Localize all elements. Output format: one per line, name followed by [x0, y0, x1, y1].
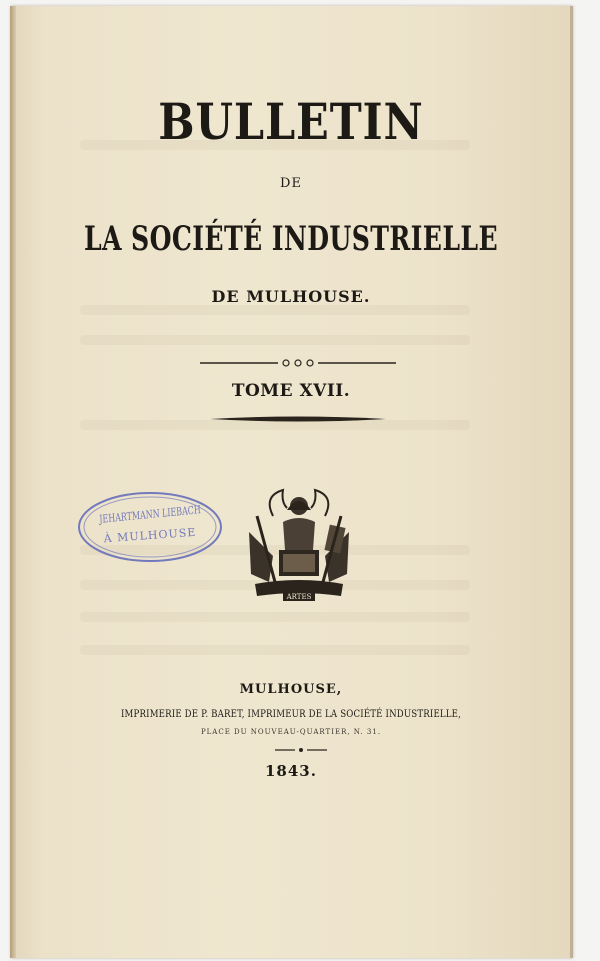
society-name: LA SOCIÉTÉ INDUSTRIELLE [83, 219, 499, 259]
title-preposition: DE [280, 176, 302, 191]
stamp-owner-text: JEHARTMANN LIEBACH [99, 503, 201, 526]
printer-address: PLACE DU NOUVEAU-QUARTIER, N. 31. [200, 728, 382, 736]
page-binding-edge [10, 6, 16, 958]
ornamental-rule-bottom [208, 414, 388, 424]
bleed-through-text [80, 645, 470, 655]
stamp-place-text: À MULHOUSE [103, 525, 197, 546]
printer-line: IMPRIMERIE DE P. BARET, IMPRIMEUR DE LA SOCIÉTÉ INDUSTRIELLE, [120, 708, 462, 720]
bleed-through-text [80, 335, 470, 345]
city-line: DE MULHOUSE. [211, 287, 371, 306]
bulletin-title: BULLETIN [158, 92, 424, 151]
page-right-edge [570, 6, 573, 958]
small-divider [273, 746, 329, 754]
bleed-through-text [80, 612, 470, 622]
publication-year: 1843. [265, 762, 317, 780]
ornamental-rule-top [198, 357, 398, 369]
allegorical-vignette-icon [243, 486, 355, 608]
vignette-banner: ARTES [286, 593, 312, 601]
volume-number: TOME XVII. [231, 381, 351, 401]
publication-place: MULHOUSE, [239, 682, 343, 697]
bleed-through-text [80, 305, 470, 315]
library-stamp [76, 489, 224, 565]
